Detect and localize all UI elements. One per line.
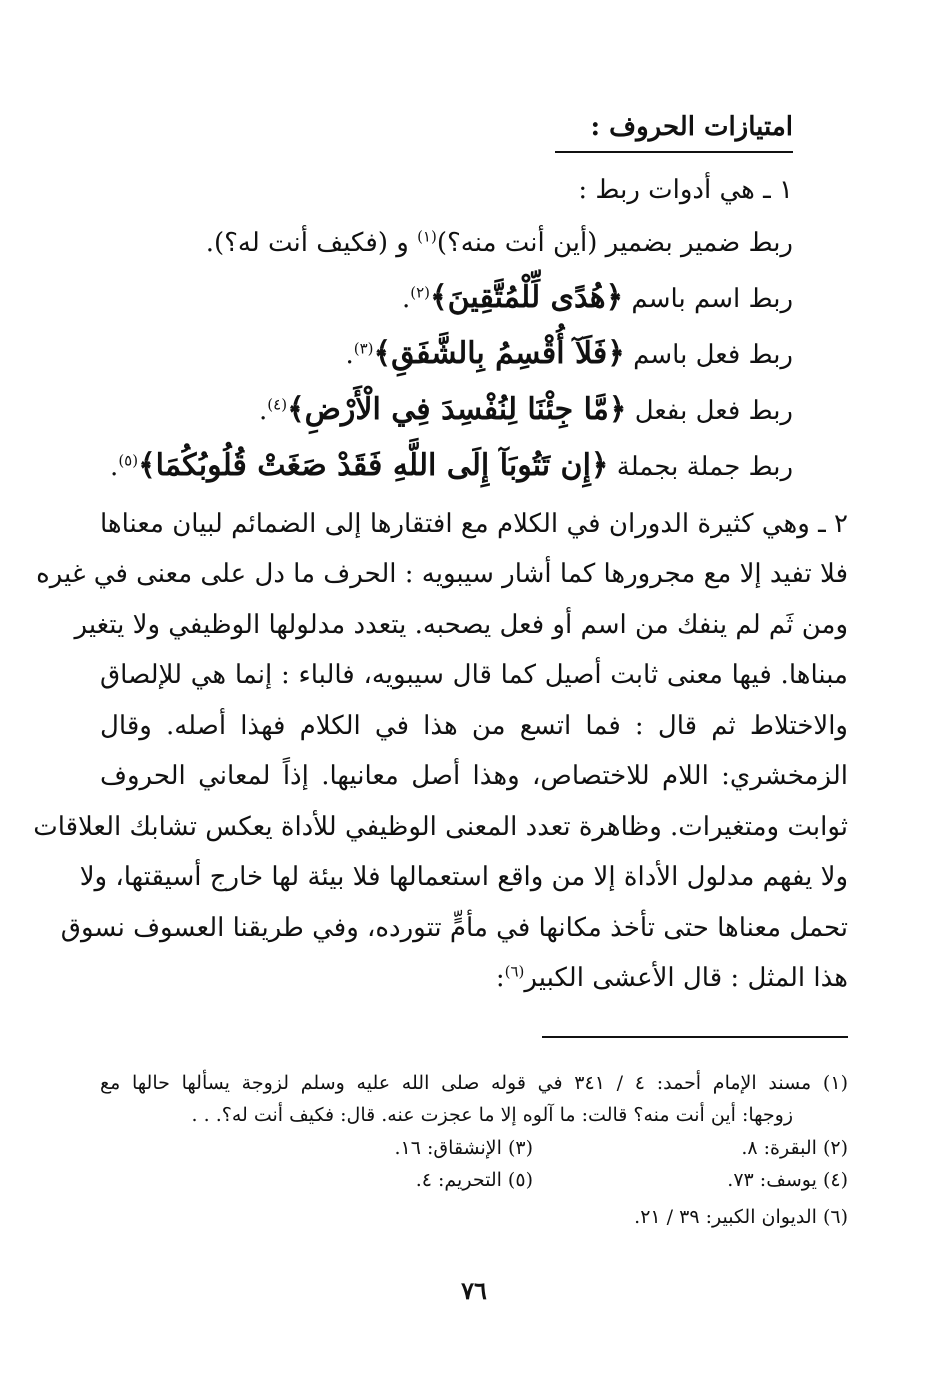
example-noun-noun <box>402 280 793 317</box>
footnote-4: (٤) يوسف: ٧٣. <box>727 1169 848 1191</box>
example-verb-noun <box>345 336 793 373</box>
footnote-ref: (٣) <box>353 339 374 358</box>
quran-verse: ﴿هُدًى لِّلْمُتَّقِينَ﴾ <box>429 280 624 315</box>
paragraph-line: تحمل معناها حتى تأخذ مكانها في مأمٍّ تتورده، وفي طريقنا العسوف نسوق <box>60 913 848 943</box>
example-pronoun-link <box>206 225 793 261</box>
footnote-3: (٣) الإنشقاق: ١٦. <box>394 1137 533 1159</box>
footnote-ref: (٥) <box>118 451 139 470</box>
paragraph-line: والاختلاط ثم قال : فما اتسع من هذا في الكلام فهذا أصله. وقال <box>100 711 848 741</box>
example-text: ربط جملة بجملة <box>608 452 793 482</box>
footnote-separator <box>542 1036 848 1038</box>
example-text: ربط ضمير بضمير (أين أنت منه؟) <box>436 228 793 258</box>
point1-title: ١ ـ هي أدوات ربط : <box>578 175 793 205</box>
footnote-2: (٢) البقرة: ٨. <box>741 1137 848 1159</box>
paragraph-last-line <box>100 960 848 996</box>
example-text-end: . <box>401 284 411 314</box>
example-text-end: . <box>345 340 354 370</box>
paragraph-text: هذا المثل : قال الأعشى الكبير <box>524 963 848 993</box>
footnote-1: (١) مسند الإمام أحمد: ٤ / ٣٤١ في قوله صلى الله عليه وسلم لزوجة يسألها حالها مع <box>100 1072 848 1094</box>
quran-verse: ﴿إِن تَتُوبَآ إِلَى اللَّهِ فَقَدْ صَغَتْ قُلُوبُكُمَا﴾ <box>138 448 609 483</box>
example-clause-clause <box>110 448 793 485</box>
paragraph-text-end: : <box>495 963 505 993</box>
quran-verse: ﴿مَّا جِئْنَا لِنُفْسِدَ فِي الْأَرْضِ﴾ <box>287 392 627 427</box>
page-number: ٧٦ <box>461 1276 487 1305</box>
paragraph-line: مبناها. فيها معنى ثابت أصيل كما قال سيبويه، فالباء : إنما هي للإلصاق <box>100 660 848 690</box>
footnote-ref: (١) <box>417 227 437 246</box>
paragraph-line: الزمخشري: اللام للاختصاص، وهذا أصل معانيها. إذاً لمعاني الحروف <box>100 761 848 791</box>
heading-underline <box>555 151 793 153</box>
footnote-5: (٥) التحريم: ٤. <box>415 1169 533 1191</box>
paragraph-line: ثوابت ومتغيرات. وظاهرة تعدد المعنى الوظيفي للأداة يعكس تشابك العلاقات <box>33 812 848 842</box>
quran-verse: ﴿فَلَآ أُقْسِمُ بِالشَّفَقِ﴾ <box>373 336 625 371</box>
example-text: ربط اسم باسم <box>623 284 793 314</box>
footnote-1-continued: زوجها: أين أنت منه؟ قالت: ما آلوه إلا ما عجزت عنه. قال: فكيف أنت له؟. . . <box>191 1104 793 1126</box>
example-text-end: و (فكيف أنت له؟). <box>205 228 418 258</box>
footnote-ref: (٢) <box>410 283 430 302</box>
paragraph-line: ٢ ـ وهي كثيرة الدوران في الكلام مع افتقارها إلى الضمائم لبيان معناها <box>100 509 848 539</box>
example-text-end: . <box>259 396 268 426</box>
paragraph-line: فلا تفيد إلا مع مجرورها كما أشار سيبويه : الحرف ما دل على معنى في غيره <box>36 559 848 589</box>
paragraph-line: ولا يفهم مدلول الأداة إلا من واقع استعمالها فلا بيئة لها خارج أسيقتها، ولا <box>79 862 848 892</box>
paragraph-line: ومن ثَم لم ينفك من اسم أو فعل يصحبه. يتعدد مدلولها الوظيفي ولا يتغير <box>74 610 848 640</box>
footnote-ref: (٤) <box>267 395 288 414</box>
section-heading: امتيازات الحروف : <box>590 112 793 142</box>
example-text: ربط فعل باسم <box>624 340 793 370</box>
footnote-ref: (٦) <box>504 962 525 981</box>
example-verb-verb <box>259 392 793 429</box>
footnote-6: (٦) الديوان الكبير: ٣٩ / ٢١. <box>634 1206 848 1228</box>
example-text: ربط فعل بفعل <box>626 396 793 426</box>
example-text-end: . <box>110 452 119 482</box>
